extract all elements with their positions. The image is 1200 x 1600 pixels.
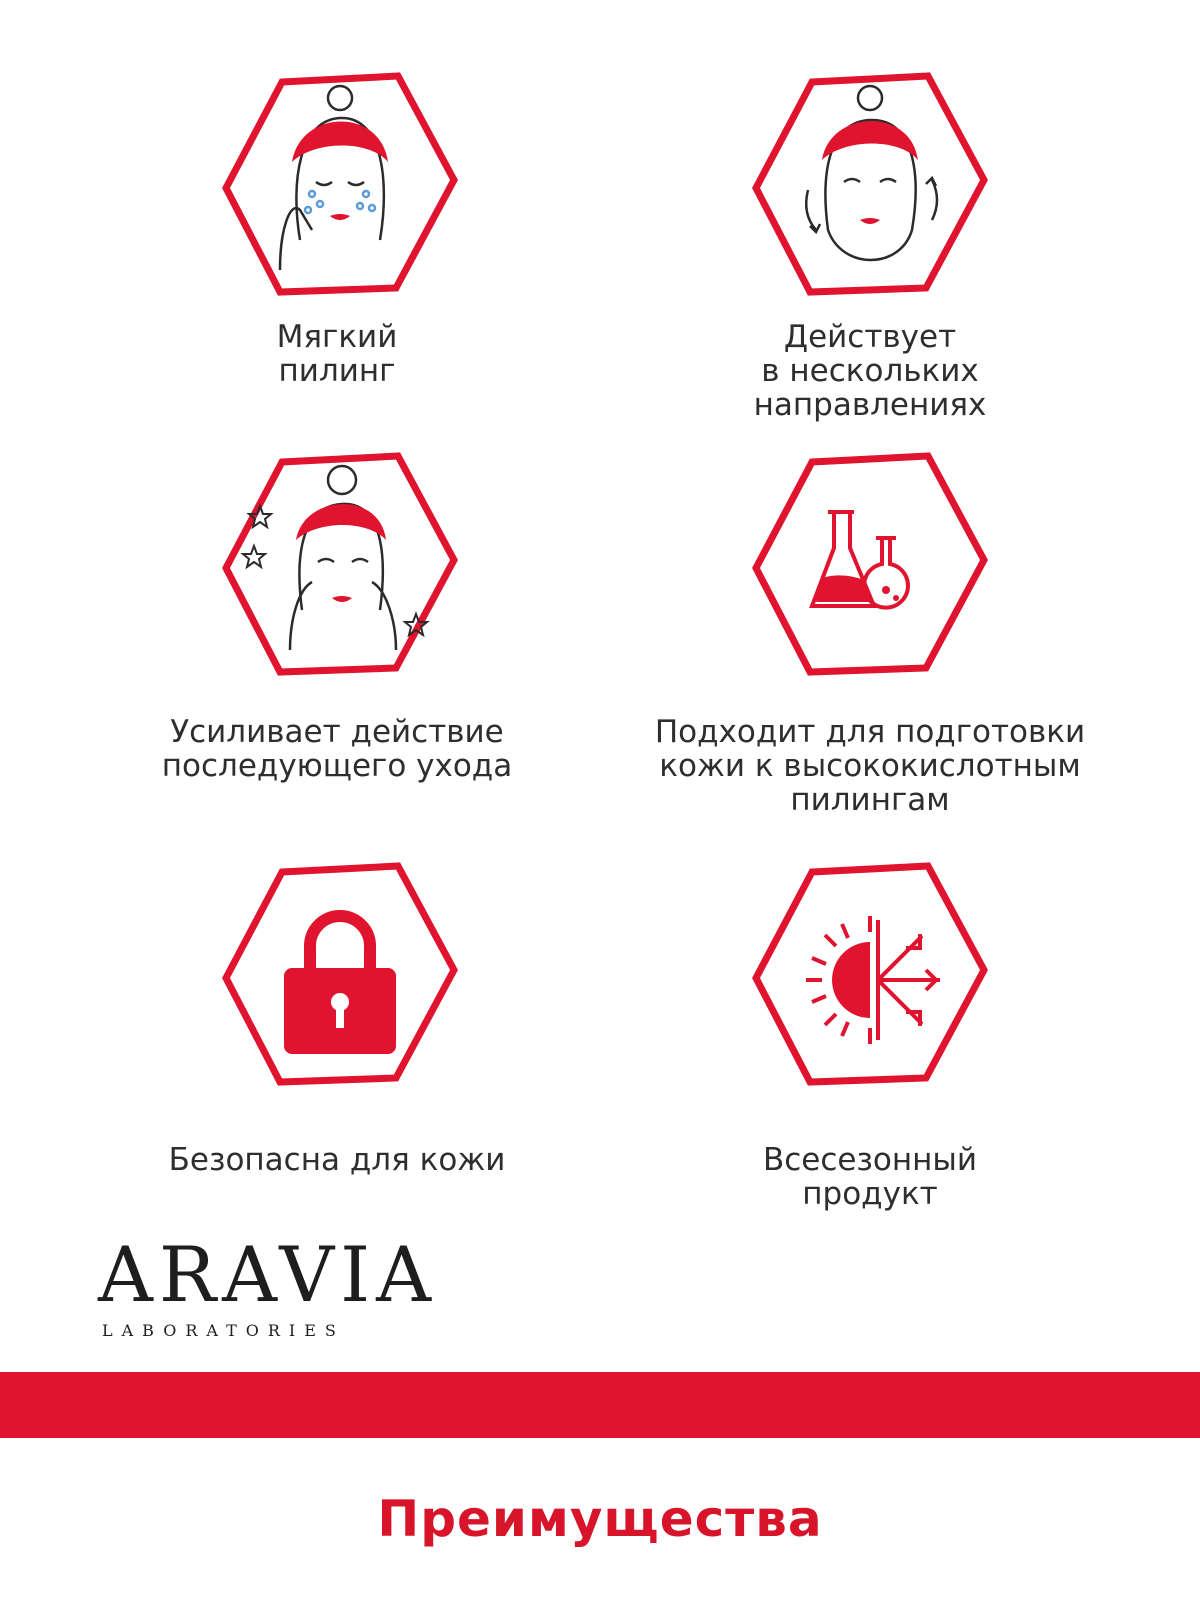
woman-stars-icon bbox=[220, 450, 460, 690]
caption-line: Безопасна для кожи bbox=[168, 1142, 506, 1178]
caption-line: продукт bbox=[802, 1176, 938, 1212]
feature-caption bbox=[610, 320, 1130, 422]
caption-line: пилинг bbox=[278, 353, 396, 389]
brand-subtitle: LABORATORIES bbox=[102, 1321, 345, 1340]
sun-snowflake-icon bbox=[750, 860, 990, 1100]
flasks-icon bbox=[750, 450, 990, 690]
caption-line: последующего ухода bbox=[161, 748, 513, 784]
woman-peeling-icon bbox=[220, 70, 460, 310]
caption-line: Усиливает действие bbox=[170, 714, 504, 750]
page-title: Преимущества bbox=[377, 1490, 823, 1548]
caption-line: в нескольких bbox=[761, 353, 979, 389]
feature-caption bbox=[77, 320, 597, 388]
caption-line: направлениях bbox=[753, 387, 987, 423]
caption-line: Подходит для подготовки bbox=[654, 714, 1086, 750]
accent-band bbox=[0, 1372, 1200, 1438]
brand-logo bbox=[98, 1230, 438, 1340]
lock-icon bbox=[220, 860, 460, 1100]
feature-caption bbox=[77, 1143, 597, 1177]
woman-massage-icon bbox=[750, 70, 990, 310]
caption-line: Мягкий bbox=[276, 319, 398, 355]
caption-line: пилингам bbox=[790, 782, 950, 818]
feature-caption bbox=[77, 715, 597, 783]
caption-line: Всесезонный bbox=[762, 1142, 978, 1178]
caption-line: Действует bbox=[783, 319, 957, 355]
brand-name: ARAVIA bbox=[98, 1230, 437, 1319]
caption-line: кожи к высококислотным bbox=[659, 748, 1081, 784]
feature-caption bbox=[610, 715, 1130, 817]
feature-caption bbox=[610, 1143, 1130, 1211]
